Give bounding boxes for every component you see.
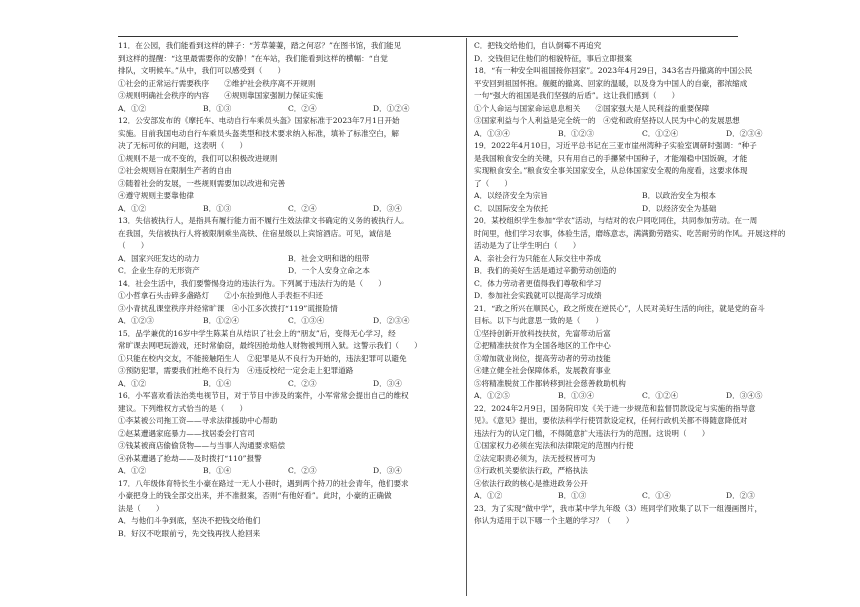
- answer-options-row: [474, 190, 810, 203]
- question-text-line: ⑤将精准脱贫工作都转移到社会慈善救助机构: [474, 378, 626, 388]
- answer-option: D．③④: [373, 378, 402, 388]
- answer-options-row: [474, 490, 810, 503]
- question-text-line: ①李某被公司拖工资——寻求法律援助中心帮助: [118, 416, 278, 425]
- question-text-line: 见》。《意见》提出，要依法科学行使罚款设定权，任何行政机关都不得随意降低对: [474, 416, 748, 425]
- answer-option: B．①③: [203, 103, 232, 113]
- answer-options-row: [118, 315, 458, 328]
- question-text-line: 11．在公园，我们能看到这样的牌子：“芳草萋萋，踏之何忍？”在图书馆，我们能见: [118, 41, 402, 50]
- answer-option: D．以经济安全为基础: [642, 203, 717, 213]
- answer-option: A．①②: [118, 203, 147, 213]
- question-text-line: 在我国，失信被执行人将被限制乘坐高铁、住宿星级以上宾馆酒店。可见，诚信是: [118, 228, 392, 238]
- question-text-line: 12．公安部发布的《摩托车、电动自行车乘员头盔》国家标准于2023年7月1日开始: [118, 116, 400, 125]
- answer-option: C．②④: [288, 103, 317, 113]
- question-text-line: 目标。以下与此意思一致的是（ ）: [474, 316, 604, 325]
- answer-option: C．②④: [288, 203, 317, 213]
- answer-option: D．①②④: [373, 103, 410, 113]
- question-text-line: 排队，文明候车。”从中，我们可以感受到（ ）: [118, 66, 286, 75]
- answer-option: D．②③④: [373, 316, 410, 325]
- question-text-line: 实施。目前我国电动自行车乘员头盔类型和技术要求纳入标准，填补了标准空白，解: [118, 128, 399, 138]
- answer-option: A．①②③: [118, 316, 154, 325]
- question-text-line: ②把精准扶贫作为全国各地区的工作中心: [474, 341, 611, 350]
- question-text-line: 实现粮食安全。”粮食安全事关国家安全，从总体国家安全观的角度看，这要求体现: [474, 166, 748, 175]
- answer-option: A．①③④: [474, 128, 510, 138]
- answer-option: A．以经济安全为宗旨: [474, 191, 548, 200]
- answer-options-row: [118, 253, 458, 266]
- question-text-line: ③小青扰乱课堂秩序并经常旷课 ④小江多次拨打“119”谎报险情: [118, 303, 338, 313]
- question-text-line: A．亲社会行为只能在人际交往中养成: [474, 253, 601, 263]
- question-text-line: 13．失信被执行人，是指具有履行能力而不履行生效法律文书确定的义务的被执行人。: [118, 216, 409, 225]
- answer-option: B．①④: [203, 466, 232, 475]
- question-text-line: D．参加社会实践就可以提高学习成绩: [474, 291, 602, 300]
- answer-option: C．以国际安全为依托: [474, 203, 549, 213]
- answer-option: B．①③: [558, 491, 587, 500]
- answer-option: D．③④: [373, 466, 402, 475]
- answer-options-row: [118, 378, 458, 391]
- answer-option: B．①③: [203, 203, 232, 213]
- question-text-line: ③预防犯罪，需要我们杜绝不良行为 ④违反校纪一定会走上犯罪道路: [118, 366, 354, 375]
- question-text-line: 17．八年级体育特长生小豪在路过一无人小巷时，遇到两个持刀的社会青年，他们要求: [118, 478, 409, 488]
- question-text-line: 违法行为的认定门槛，不得随意扩大违法行为的范围。这说明（ ）: [474, 428, 710, 438]
- column-divider: [466, 38, 467, 596]
- answer-option: C．企业生存的无形资产: [118, 266, 200, 275]
- answer-option: D．③④: [373, 203, 402, 213]
- question-text-line: D．交钱但记住他们的相貌特征，事后立即报案: [474, 53, 632, 63]
- answer-option: A．①②⑤: [474, 391, 510, 400]
- answer-option: B．以政治安全为根本: [642, 191, 716, 200]
- question-text-line: ③行政机关要依法行政，严格执法: [474, 466, 588, 475]
- question-text-line: 19．2022年4月10日，习近平总书记在三亚市崖州湾种子实验室调研时强调：“种子: [474, 141, 757, 150]
- question-text-line: ④建立健全社会保障体系，发展教育事业: [474, 366, 611, 375]
- answer-option: C．①③④: [288, 316, 325, 325]
- question-text-line: 活动是为了让学生明白（ ）: [474, 241, 581, 250]
- header-rule: [118, 36, 738, 37]
- question-text-line: B．好汉不吃眼前亏，先交钱再找人抢回来: [118, 528, 261, 538]
- answer-option: B．社会文明和谐的纽带: [288, 253, 370, 263]
- question-text-line: 是我国粮食安全的关键，只有用自己的手攥紧中国种子，才能端稳中国饭碗，才能: [474, 153, 748, 163]
- question-text-line: 14．社会生活中，我们要警惕身边的违法行为。下列属于违法行为的是（ ）: [118, 278, 386, 288]
- answer-option: B．①②④: [203, 316, 239, 325]
- question-text-line: 一句“强大的祖国是我们坚强的后盾”。这让我们感到（ ）: [474, 91, 680, 100]
- answer-option: A．国家兴旺发达的动力: [118, 253, 200, 263]
- question-text-line: ①小哲拿石头击碎多盏路灯 ②小东捡到他人手表拒不归还: [118, 291, 324, 300]
- question-text-line: 常旷课去网吧玩游戏，还时常偷窃，最终因抢劫他人财物被判刑入狱。这警示我们（ ）: [118, 341, 422, 350]
- question-text-line: ②社会规则旨在限制生产者的自由: [118, 166, 232, 175]
- question-text-line: 20．某校组织学生参加“学农”活动，与结对的农户同吃同住，共同参加劳动。在一周: [474, 216, 758, 225]
- answer-options-row: [118, 465, 458, 478]
- answer-options-row: [474, 203, 810, 216]
- question-text-line: 到这样的提醒：“这里最需要你的安静！”在车站，我们能看到这样的横幅：“自觉: [118, 53, 388, 63]
- question-text-line: ①规则不是一成不变的，我们可以积极改进规则: [118, 153, 278, 163]
- answer-options-row: [118, 203, 458, 216]
- question-text-line: ③随着社会的发展，一些规则需要加以改进和完善: [118, 178, 286, 188]
- question-text-line: ④依法行政的核心是推进政务公开: [474, 478, 588, 488]
- question-text-line: ②赵某遭遇家庭暴力——找居委会打官司: [118, 428, 255, 438]
- question-text-line: 16．小军喜欢看法治类电视节目，对于节目中涉及的案件，小军常常会提出自己的维权: [118, 391, 409, 400]
- question-text-line: ①只能在校内交友，不能接触陌生人 ②犯罪是从不良行为开始的，违法犯罪可以避免: [118, 353, 407, 363]
- question-text-line: ②法定职责必须为，法无授权皆可为: [474, 453, 596, 463]
- answer-option: D．②③④: [726, 128, 763, 138]
- question-text-line: ③国家利益与个人利益是完全统一的 ④党和政府坚持以人民为中心的发展思想: [474, 116, 740, 125]
- left-column: [118, 40, 458, 540]
- question-text-line: 21．“政之所兴在顺民心，政之所废在逆民心”，人民对美好生活的向往，就是党的奋斗: [474, 303, 765, 313]
- answer-option: D．②③: [726, 491, 755, 500]
- answer-option: B．①③④: [558, 391, 594, 400]
- question-text-line: C．体力劳动者更值得我们尊敬和学习: [474, 278, 602, 288]
- answer-option: A．①②: [474, 491, 503, 500]
- question-text-line: ③增加就业岗位，提高劳动者的劳动技能: [474, 353, 611, 363]
- question-text-line: 了（ ）: [474, 178, 512, 188]
- question-text-line: （ ）: [118, 241, 149, 250]
- question-text-line: 小豪把身上的钱全部交出来，并不准报案，否则“有他好看”。此时，小豪的正确做: [118, 491, 392, 500]
- answer-options-row: [118, 103, 458, 116]
- question-text-line: 法是（ ）: [118, 503, 164, 513]
- question-text-line: ④遵守规则主要靠他律: [118, 191, 194, 200]
- answer-option: A．①②: [118, 103, 147, 113]
- question-text-line: 建议。下列维权方式恰当的是（ ）: [118, 403, 248, 413]
- question-text-line: ③钱某被商店偷偷货物——与当事人沟通要求赔偿: [118, 441, 286, 450]
- question-text-line: C．把钱交给他们，自认倒霉不再追究: [474, 41, 602, 50]
- answer-options-row: [118, 265, 458, 278]
- question-text-line: ③规则明确社会秩序的内容 ④规则靠国家强制力保证实施: [118, 91, 324, 100]
- answer-option: C．①④: [642, 491, 671, 500]
- question-text-line: 平安回到祖国怀抱。舰艇的撤离、回家的温暖，以及身为中国人的自豪，都浓缩成: [474, 78, 748, 88]
- question-text-line: ①个人命运与国家命运息息相关 ②国家强大是人民利益的重要保障: [474, 103, 710, 113]
- answer-option: D．③④⑤: [726, 391, 763, 400]
- answer-option: C．②③: [288, 378, 317, 388]
- answer-option: C．②③: [288, 466, 317, 475]
- question-text-line: 18．“有一种安全叫祖国接你回家”。2023年4月29日，343名吉丹撤离的中国公民: [474, 66, 753, 75]
- answer-option: D．一个人安身立命之本: [288, 266, 371, 275]
- question-text-line: A．与他们斗争到底，坚决不把钱交给他们: [118, 516, 261, 525]
- question-text-line: 23．为了实现“做中学”，我市某中学九年级（3）班同学们收集了以下一组漫画图片，: [474, 503, 763, 513]
- answer-option: B．①④: [203, 378, 232, 388]
- answer-option: B．①②③: [558, 128, 594, 138]
- answer-option: A．①②: [118, 378, 147, 388]
- question-text-line: 决了无标可依的问题，这表明（ ）: [118, 141, 248, 150]
- right-column: [474, 40, 810, 528]
- answer-options-row: [474, 128, 810, 141]
- question-text-line: ①坚持创新开放科技扶贫，先富带动后富: [474, 328, 611, 338]
- answer-option: C．①②④: [642, 128, 679, 138]
- question-text-line: B．我们的美好生活是通过辛勤劳动创造的: [474, 266, 617, 275]
- answer-option: C．①②④: [642, 391, 679, 400]
- question-text-line: ④孙某遭遇了抢劫——及时拨打“110”报警: [118, 453, 262, 463]
- question-text-line: 你认为适用于以下哪一个主题的学习？（ ）: [474, 516, 634, 525]
- question-text-line: 时间里，他们学习农事，体验生活，磨练意志，满满勤劳踏实、吃苦耐劳的作风。开展这样的: [474, 228, 786, 238]
- question-text-line: ①国家权力必须在宪法和法律限定的范围内行使: [474, 441, 634, 450]
- question-text-line: ①社会的正常运行需要秩序 ②维护社会秩序离不开规则: [118, 78, 316, 88]
- answer-option: A．①②: [118, 466, 147, 475]
- question-text-line: 22．2024年2月9日，国务院印发《关于进一步规范和监督罚款设定与实施的指导意: [474, 403, 756, 413]
- question-text-line: 15．品学兼优的16岁中学生陈某自从结识了社会上的“朋友”后，变得无心学习，经: [118, 328, 396, 338]
- answer-options-row: [474, 390, 810, 403]
